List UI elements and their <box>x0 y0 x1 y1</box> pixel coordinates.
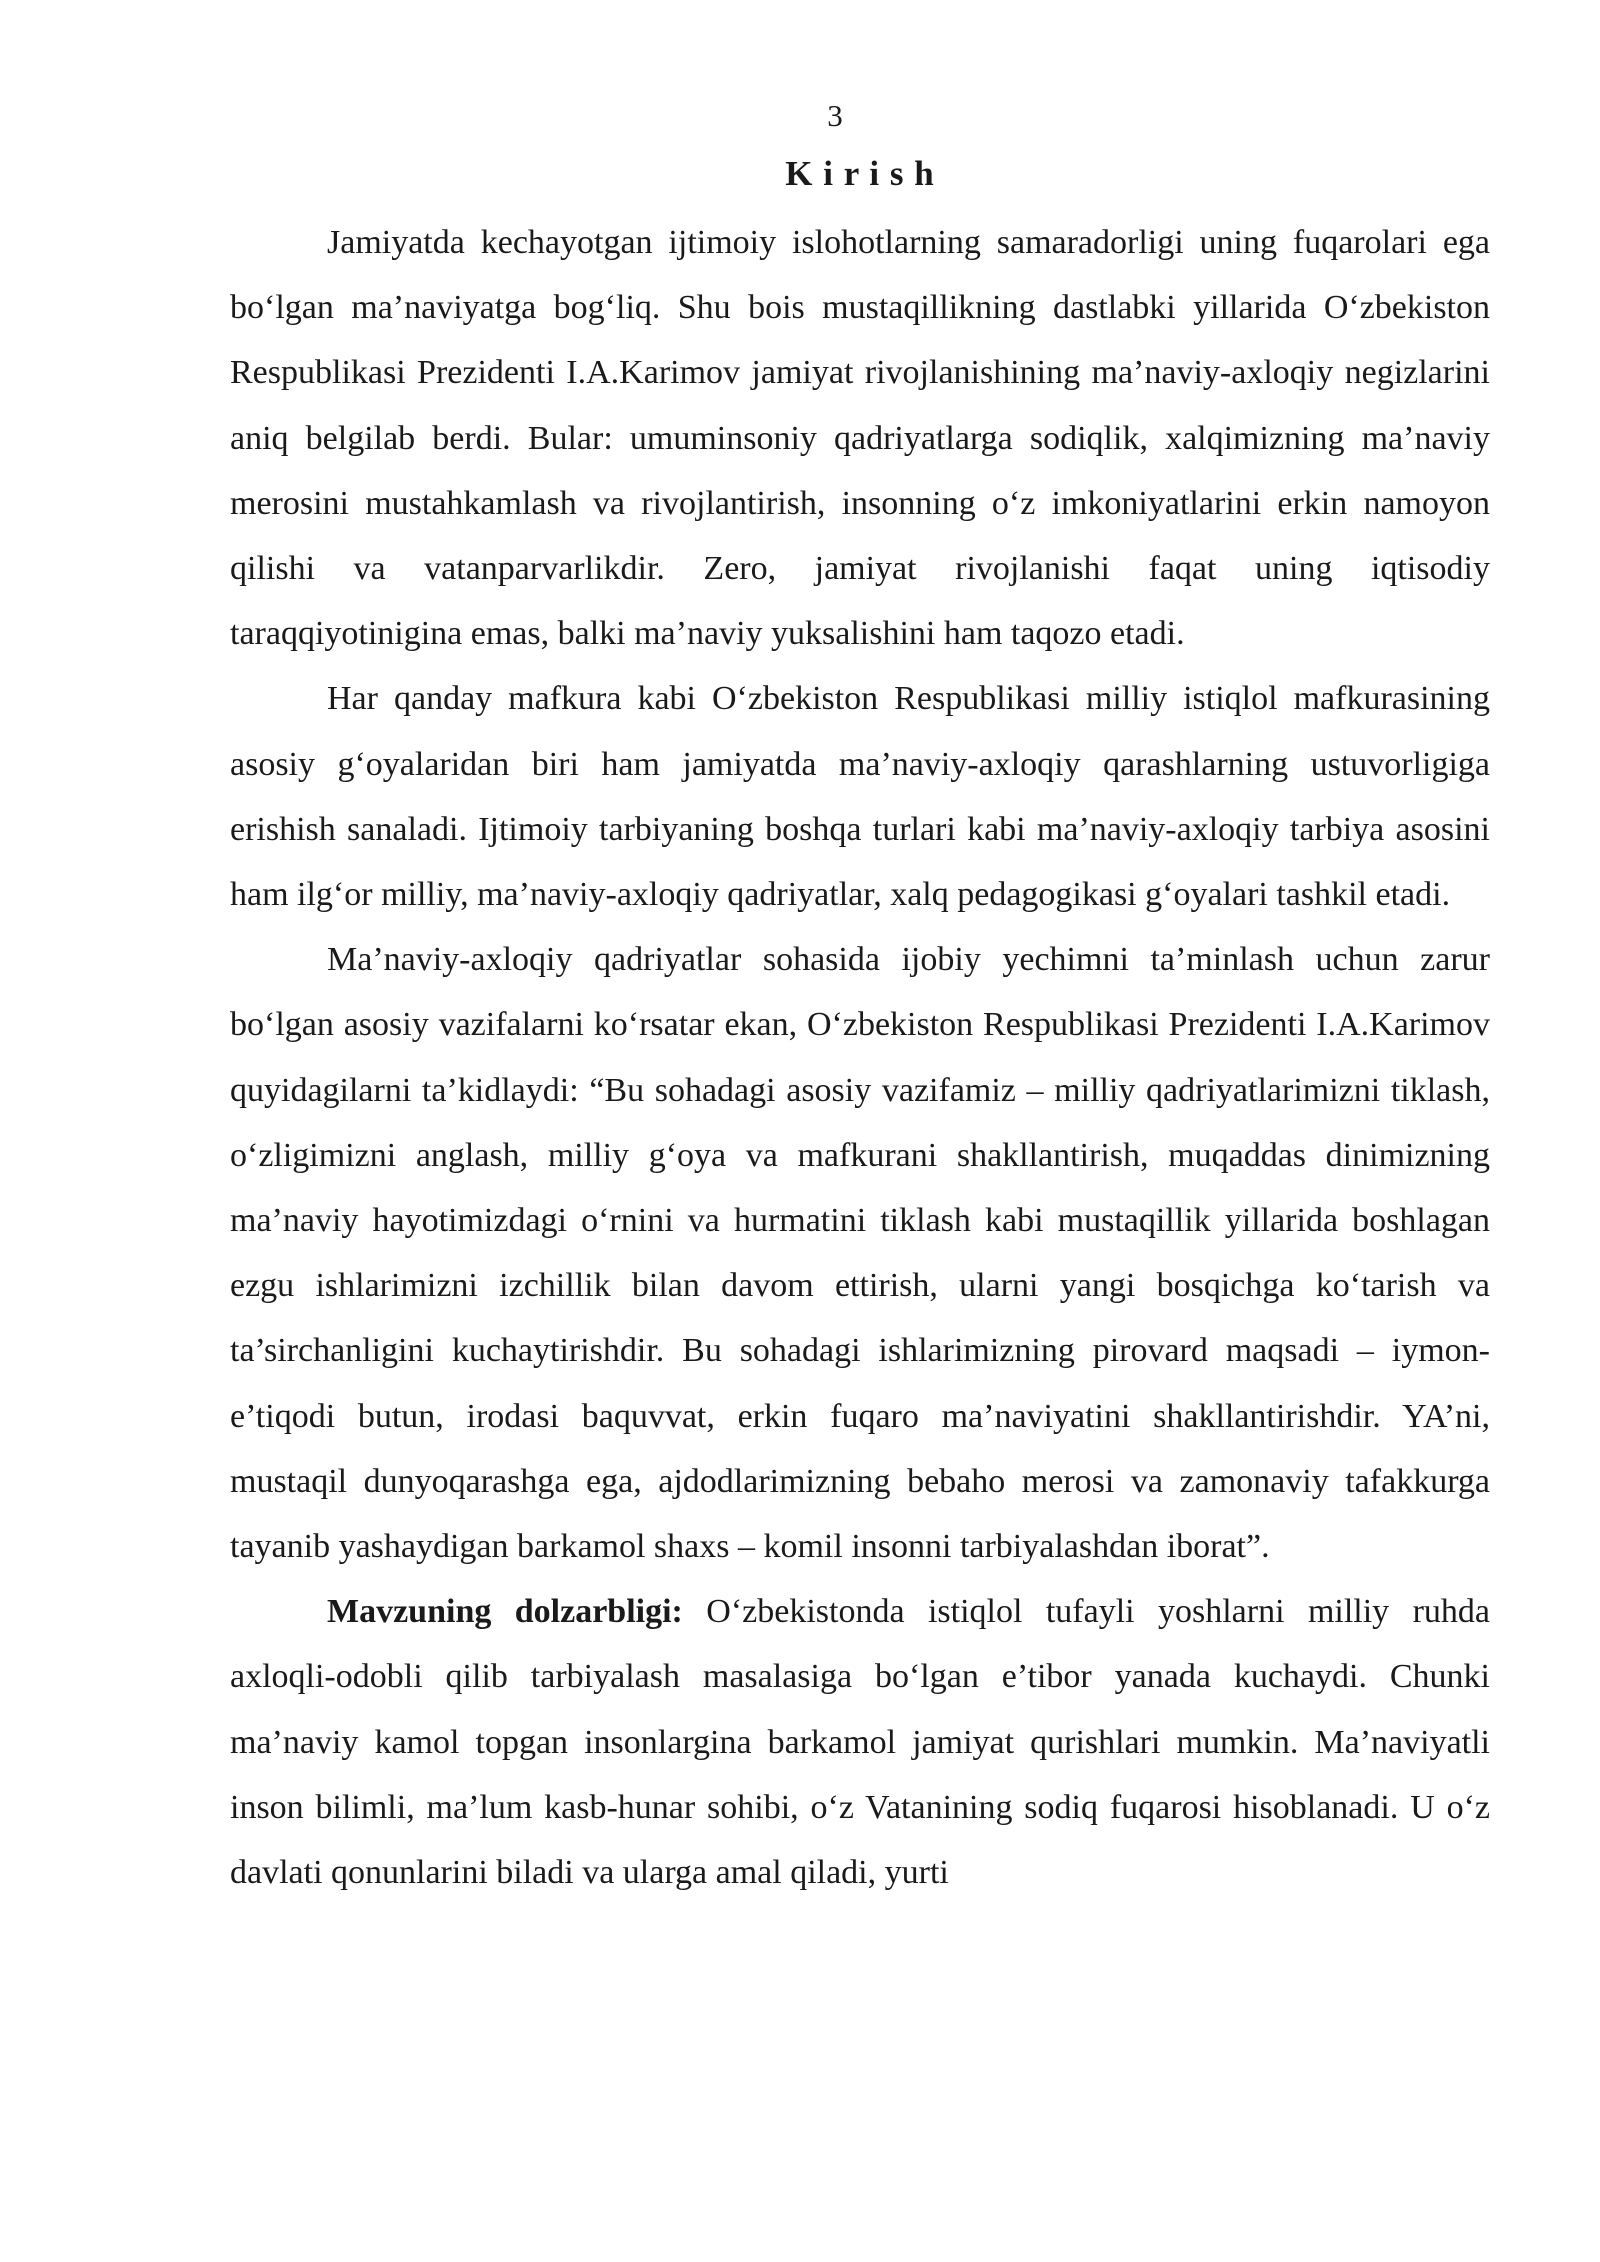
paragraph-1: Jamiyatda kechayotgan ijtimoiy islohotlarning samaradorligi uning fuqarolari ega bo‘lgan ma’naviyatga bog‘liq. Shu bois mustaqillikning dastlabki yillarida O‘zbekiston Respublikasi Prezidenti I.A.Karimov jamiyat rivojlanishining ma’naviy-axloqiy negizlarini aniq belgilab berdi. Bular: umuminsoniy qadriyatlarga sodiqlik, xalqimizning ma’naviy merosini mustahkamlash va rivojlantirish, insonning o‘z imkoniyatlarini erkin namoyon qilishi va vatanparvarlikdir. Zero, jamiyat rivojlanishi faqat uning iqtisodiy taraqqiyotinigina emas, balki ma’naviy yuksalishini ham taqozo etadi. <box>230 224 1490 653</box>
page-number: 3 <box>827 98 843 133</box>
paragraph-3: Ma’naviy-axloqiy qadriyatlar sohasida ijobiy yechimni ta’minlash uchun zarur bo‘lgan asosiy vazifalarni ko‘rsatar ekan, O‘zbekiston Respublikasi Prezidenti I.A.Karimov quyidagilarni ta’kidlaydi: “Bu sohadagi asosiy vazifamiz – milliy qadriyatlarimizni tiklash, o‘zligimizni anglash, milliy g‘oya va mafkurani shakllantirish, muqaddas dinimizning ma’naviy hayotimizdagi o‘rnini va hurmatini tiklash kabi mustaqillik yillarida boshlagan ezgu ishlarimizni izchillik bilan davom ettirish, ularni yangi bosqichga ko‘tarish va ta’sirchanligini kuchaytirishdir. Bu sohadagi ishlarimizning pirovard maqsadi – iymon-e’tiqodi butun, irodasi baquvvat, erkin fuqaro ma’naviyatini shakllantirishdir. YA’ni, mustaqil dunyoqarashga ega, ajdodlarimizning bebaho merosi va zamonaviy tafakkurga tayanib yashaydigan barkamol shaxs – komil insonni tarbiyalashdan iborat”. <box>230 941 1490 1566</box>
body-text <box>230 210 1490 1905</box>
section-heading: K i r i s h <box>785 154 935 193</box>
paragraph-4-text: O‘zbekistonda istiqlol tufayli yoshlarni milliy ruhda axloqli-odobli qilib tarbiyalash masalasiga bo‘lgan e’tibor yanada kuchaydi. Chunki ma’naviy kamol topgan insonlargina barkamol jamiyat qurishlari mumkin. Ma’naviyatli inson bilimli, ma’lum kasb-hunar sohibi, o‘z Vatanining sodiq fuqarosi hisoblanadi. U o‘z davlati qonunlarini biladi va ularga amal qiladi, yurti <box>230 1593 1490 1892</box>
paragraph-4-lead: Mavzuning dolzarbligi: <box>327 1593 683 1631</box>
paragraph-4 <box>230 1579 1490 1905</box>
paragraph-2: Har qanday mafkura kabi O‘zbekiston Respublikasi milliy istiqlol mafkurasining asosiy g‘oyalaridan biri ham jamiyatda ma’naviy-axloqiy qarashlarning ustuvorligiga erishish sanaladi. Ijtimoiy tarbiyaning boshqa turlari kabi ma’naviy-axloqiy tarbiya asosini ham ilg‘or milliy, ma’naviy-axloqiy qadriyatlar, xalq pedagogikasi g‘oyalari tashkil etadi. <box>230 680 1490 914</box>
